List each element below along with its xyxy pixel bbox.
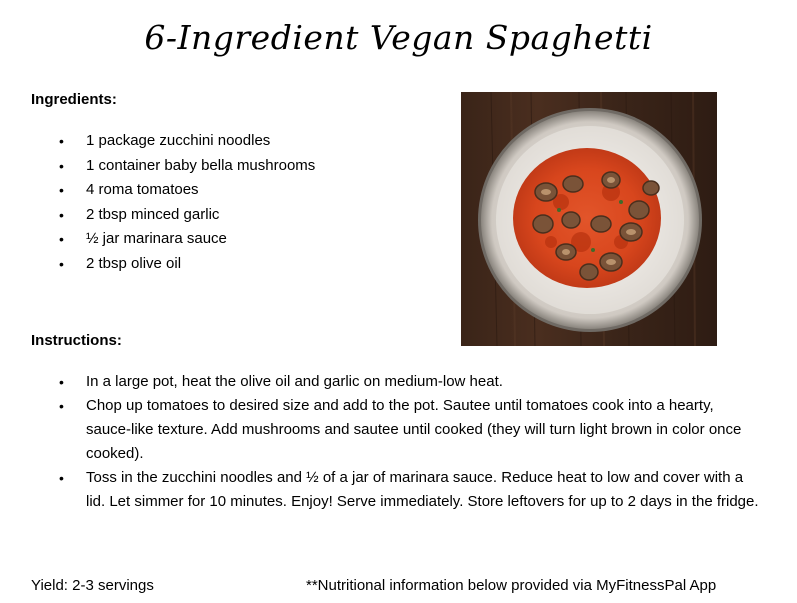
bullet-icon: • (59, 157, 64, 174)
ingredient-text: 4 roma tomatoes (86, 181, 199, 199)
list-item (59, 203, 439, 228)
recipe-title: 6-Ingredient Vegan Spaghetti (144, 18, 653, 57)
yield-text: Yield: 2-3 servings (31, 577, 154, 594)
list-item (59, 154, 439, 179)
bullet-icon: • (59, 231, 64, 248)
ingredient-text: 1 package zucchini noodles (86, 132, 271, 149)
list-item (59, 466, 759, 514)
nutrition-note: **Nutritional information below provided via MyFitnessPal App (306, 577, 717, 594)
bullet-icon: • (59, 374, 64, 390)
bullet-icon: • (59, 206, 64, 223)
list-item (59, 252, 439, 277)
instruction-text: Chop up tomatoes to desired size and add to the pot. Sautee until tomatoes cook into a hearty, sauce-like texture. Add mushrooms and sautee until cooked (they will turn light brown in color once cooked). (86, 397, 742, 462)
instructions-heading: Instructions: (31, 332, 122, 349)
ingredient-text: 2 tbsp olive oil (86, 254, 182, 272)
ingredients-heading: Ingredients: (31, 91, 117, 108)
list-item (59, 394, 759, 466)
ingredient-text: 2 tbsp minced garlic (86, 205, 220, 223)
list-item (59, 227, 439, 252)
list-item (59, 178, 439, 203)
bullet-icon: • (59, 133, 64, 149)
spaghetti-photo (461, 92, 717, 346)
bullet-icon: • (59, 398, 64, 414)
bullet-icon: • (59, 255, 64, 272)
instruction-text: In a large pot, heat the olive oil and garlic on medium-low heat. (86, 373, 503, 390)
list-item (59, 129, 439, 154)
bullet-icon: • (59, 470, 64, 486)
bullet-icon: • (59, 182, 64, 199)
list-item (59, 370, 759, 394)
ingredient-text: 1 container baby bella mushrooms (86, 156, 316, 174)
instructions-list (59, 370, 759, 514)
ingredients-list (59, 129, 439, 277)
instruction-text: Toss in the zucchini noodles and ½ of a jar of marinara sauce. Reduce heat to low and cover with a lid. Let simmer for 10 minutes. Enjoy! Serve immediately. Store leftovers for up to 2 days in the fridge. (86, 469, 759, 510)
ingredient-text: ½ jar marinara sauce (86, 230, 227, 248)
